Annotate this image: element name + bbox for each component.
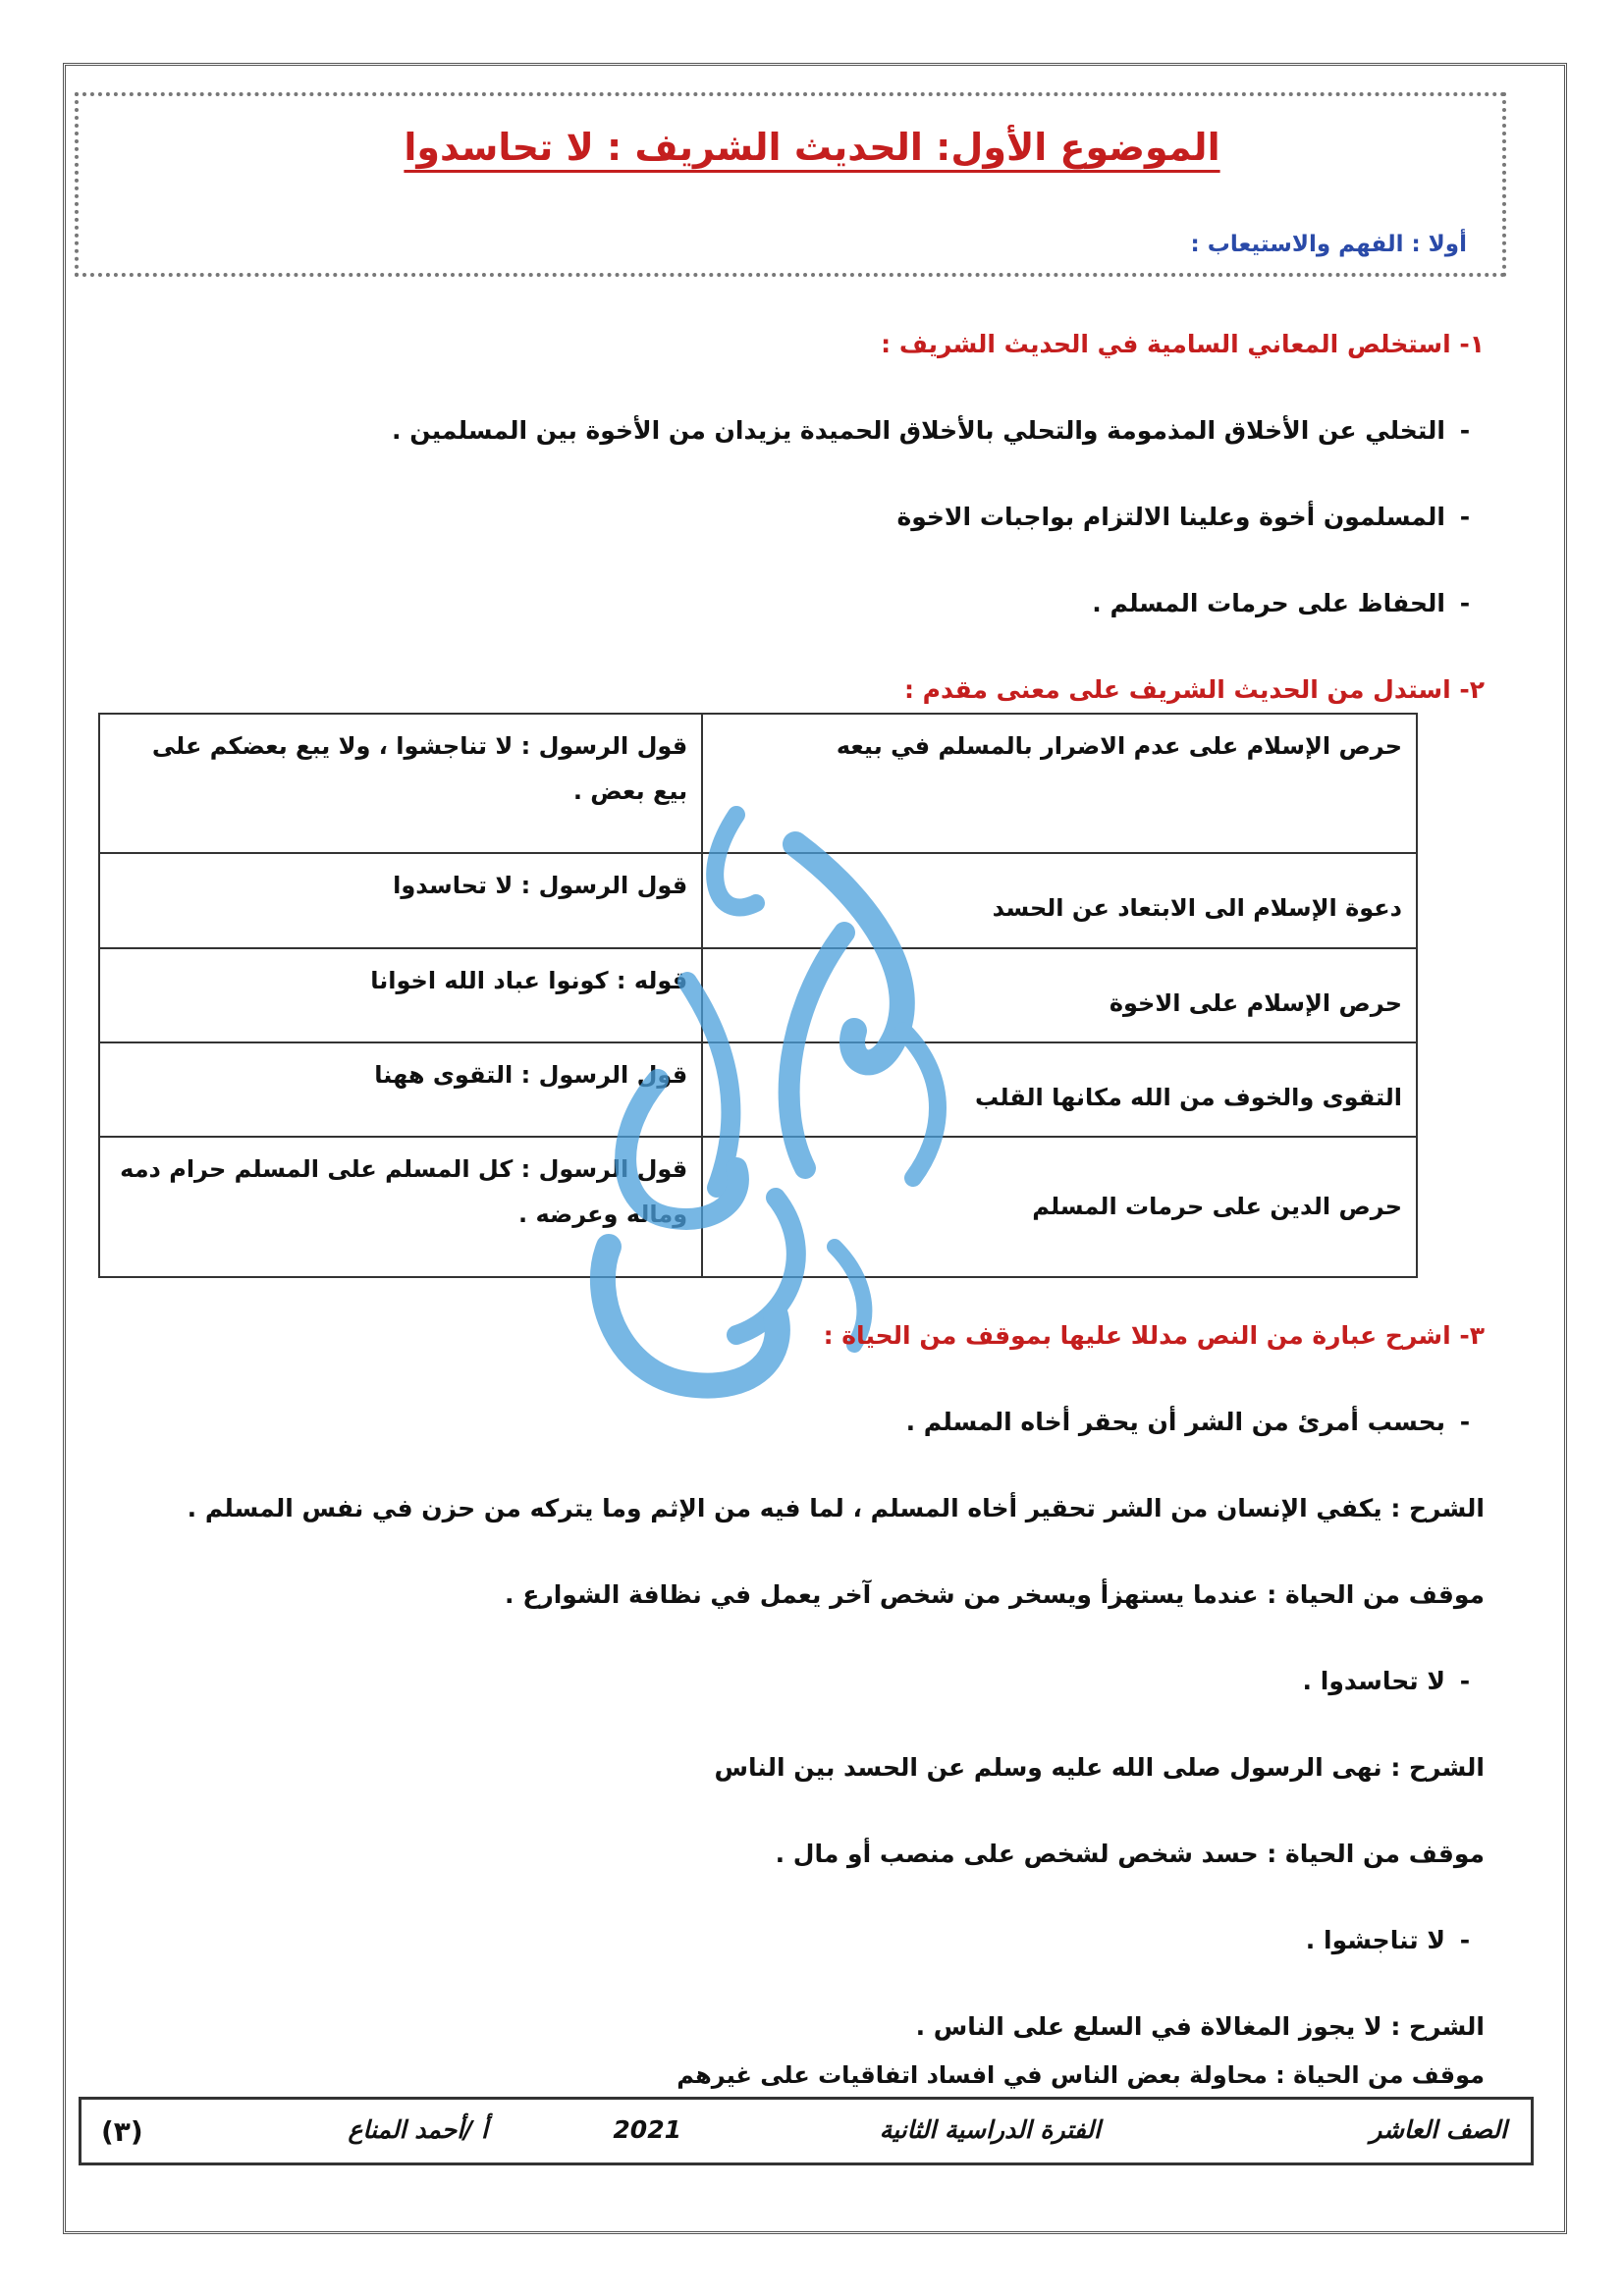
table-row xyxy=(99,948,1417,1042)
q3-explanation: الشرح : لا يجوز المغالاة في السلع على الناس . xyxy=(915,2012,1485,2041)
evidence-cell: قول الرسول : كل المسلم على المسلم حرام دمه وماله وعرضه . xyxy=(99,1137,702,1277)
question-2-title: ٢- استدل من الحديث الشريف على معنى مقدم : xyxy=(903,675,1485,704)
question-3-title: ٣- اشرح عبارة من النص مدللا عليها بموقف من الحياة : xyxy=(823,1321,1485,1350)
meaning-cell: حرص الإسلام على الاخوة xyxy=(702,948,1417,1042)
footer-teacher: أ /أحمد المناع xyxy=(348,2115,488,2144)
q3-explanation: الشرح : نهى الرسول صلى الله عليه وسلم عن الحسد بين الناس xyxy=(714,1753,1485,1782)
q3-situation: موقف من الحياة : حسد شخص لشخص على منصب أو مال . xyxy=(775,1840,1485,1868)
section-label: أولا : الفهم والاستيعاب : xyxy=(1190,232,1467,257)
q1-point: -الحفاظ على حرمات المسلم . xyxy=(1092,589,1471,617)
question-1-title: ١- استخلص المعاني السامية في الحديث الشريف : xyxy=(881,330,1485,358)
evidence-cell: قول الرسول : لا تناجشوا ، ولا يبع بعضكم على بيع بعض . xyxy=(99,714,702,853)
meaning-cell: حرص الإسلام على عدم الاضرار بالمسلم في بيعه xyxy=(702,714,1417,853)
meaning-cell: حرص الدين على حرمات المسلم xyxy=(702,1137,1417,1277)
footer-year: 2021 xyxy=(613,2115,681,2144)
q1-point: -التخلي عن الأخلاق المذمومة والتحلي بالأخلاق الحميدة يزيدان من الأخوة بين المسلمين . xyxy=(392,416,1471,445)
table-row xyxy=(99,1042,1417,1137)
meaning-cell: التقوى والخوف من الله مكانها القلب xyxy=(702,1042,1417,1137)
table-row xyxy=(99,853,1417,947)
footer-term: الفترة الدراسية الثانية xyxy=(879,2115,1101,2144)
page-title: الموضوع الأول: الحديث الشريف : لا تحاسدوا xyxy=(404,126,1220,169)
evidence-table xyxy=(98,713,1418,1278)
table-row xyxy=(99,714,1417,853)
evidence-cell: قول الرسول : لا تحاسدوا xyxy=(99,853,702,947)
q3-explanation: الشرح : يكفي الإنسان من الشر تحقير أخاه المسلم ، لما فيه من الإثم وما يتركه من حزن في نفس المسلم . xyxy=(187,1494,1485,1522)
q3-phrase: -لا تناجشوا . xyxy=(1305,1926,1471,1954)
footer-class: الصف العاشر xyxy=(1370,2115,1507,2144)
meaning-cell: دعوة الإسلام الى الابتعاد عن الحسد xyxy=(702,853,1417,947)
q3-phrase: -لا تحاسدوا . xyxy=(1302,1667,1471,1695)
q3-situation: موقف من الحياة : عندما يستهزأ ويسخر من شخص آخر يعمل في نظافة الشوارع . xyxy=(505,1580,1485,1609)
q3-situation: موقف من الحياة : محاولة بعض الناس في افساد اتفاقيات على غيرهم xyxy=(677,2061,1485,2089)
q3-phrase: -بحسب أمرئ من الشر أن يحقر أخاه المسلم . xyxy=(905,1408,1471,1436)
page-footer xyxy=(79,2097,1534,2165)
q1-point: -المسلمون أخوة وعلينا الالتزام بواجبات الاخوة xyxy=(896,503,1471,531)
footer-page-number: (٣) xyxy=(101,2115,143,2148)
evidence-cell: قوله : كونوا عباد الله اخوانا xyxy=(99,948,702,1042)
table-row xyxy=(99,1137,1417,1277)
evidence-cell: قول الرسول : التقوى ههنا xyxy=(99,1042,702,1137)
